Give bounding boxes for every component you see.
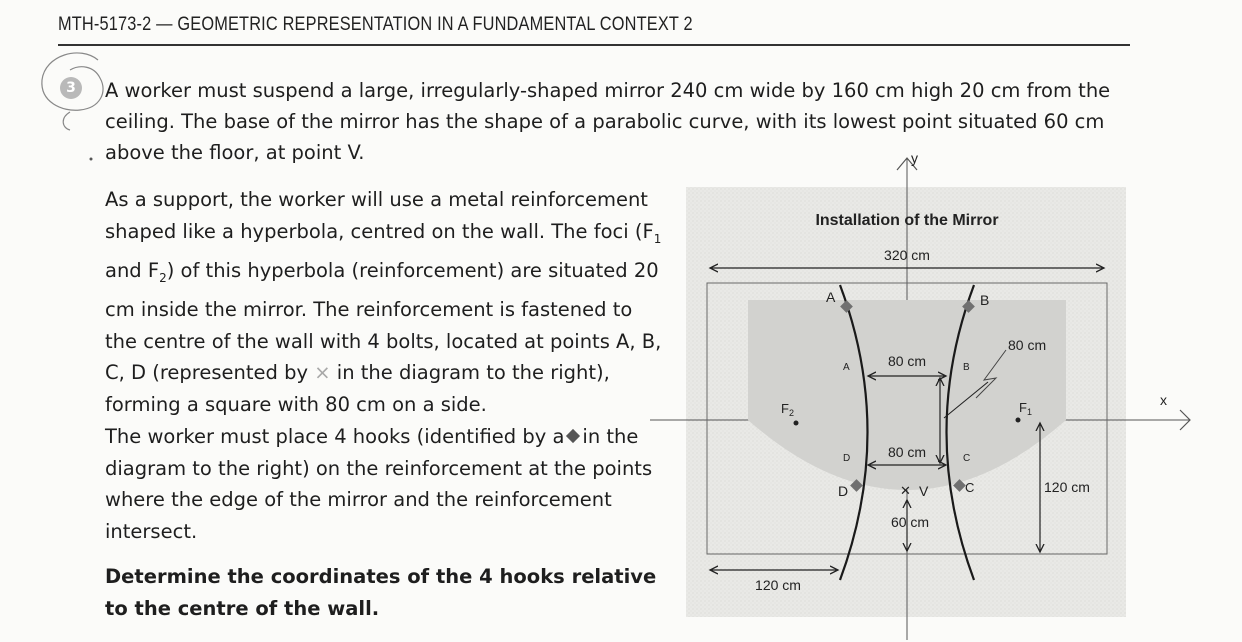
question-intro: A worker must suspend a large, irregularly-shaped mirror 240 cm wide by 160 cm high 20 cm from the ceiling. The base of the mirror has the shape of a parabolic curve, with its lowest point situated 60 cm above the floor, at point V. [105, 79, 1111, 164]
p1-sub-2: 2 [159, 270, 167, 285]
square-bottom-label: 80 cm [887, 444, 927, 460]
label-c: C [965, 480, 975, 495]
vertex-mark: ✕ [900, 483, 911, 498]
square-side-label: 80 cm [1008, 337, 1047, 353]
label-d: D [838, 483, 849, 499]
p2-text-a: The worker must place 4 hooks (identified by a [105, 425, 565, 448]
height-label: 120 cm [1044, 479, 1090, 495]
diagram-title: Installation of the Mirror [815, 212, 999, 229]
y-axis-label: y [911, 150, 918, 166]
floor-label: 60 cm [890, 514, 930, 530]
p1-text-c: ) of this hyperbola (reinforcement) are situated 20 cm inside the mirror. The reinforcement is fastened to the centre of the wall with 4 bolts, located at points A, B, C, D (represented by [105, 258, 662, 385]
bolt-d-mark: D [843, 453, 851, 464]
p1-sub-1: 1 [653, 231, 662, 246]
p1-text-d: in the diagram to the right), forming a square with 80 cm on a side. [105, 361, 610, 416]
label-a: A [826, 289, 836, 305]
bolt-c-mark: C [963, 453, 971, 464]
p2-text-b: in the diagram to the right) on the reinforcement at the points where the edge of the mirror and the reinforcement intersect. [105, 425, 653, 543]
bolt-a-mark: A [843, 362, 850, 373]
square-top-label: 80 cm [887, 353, 927, 369]
label-b: B [980, 292, 990, 308]
focus-f2-dot [794, 421, 799, 426]
label-v: V [919, 483, 929, 499]
x-axis-label: x [1160, 392, 1167, 408]
header-title: MTH-5173-2 — GEOMETRIC REPRESENTATION IN A FUNDAMENTAL CONTEXT 2 [58, 14, 693, 35]
label-f2: $F_2$ [781, 401, 794, 418]
p1-text-a: As a support, the worker will use a metal reinforcement shaped like a hyperbola, centred on the wall. The foci (F [105, 188, 654, 243]
task-statement: Determine the coordinates of the 4 hooks relative to the centre of the wall. [105, 565, 657, 620]
label-f1: $F_1$ [1019, 400, 1032, 417]
question-number-badge: 3 [60, 77, 82, 99]
bolt-b-mark: B [963, 362, 970, 373]
x-mark-icon: × [314, 361, 331, 385]
bottom-label: 120 cm [755, 577, 801, 593]
width-label: 320 cm [884, 247, 930, 263]
p1-text-b: and F [105, 258, 160, 282]
focus-f1-dot [1016, 418, 1021, 423]
